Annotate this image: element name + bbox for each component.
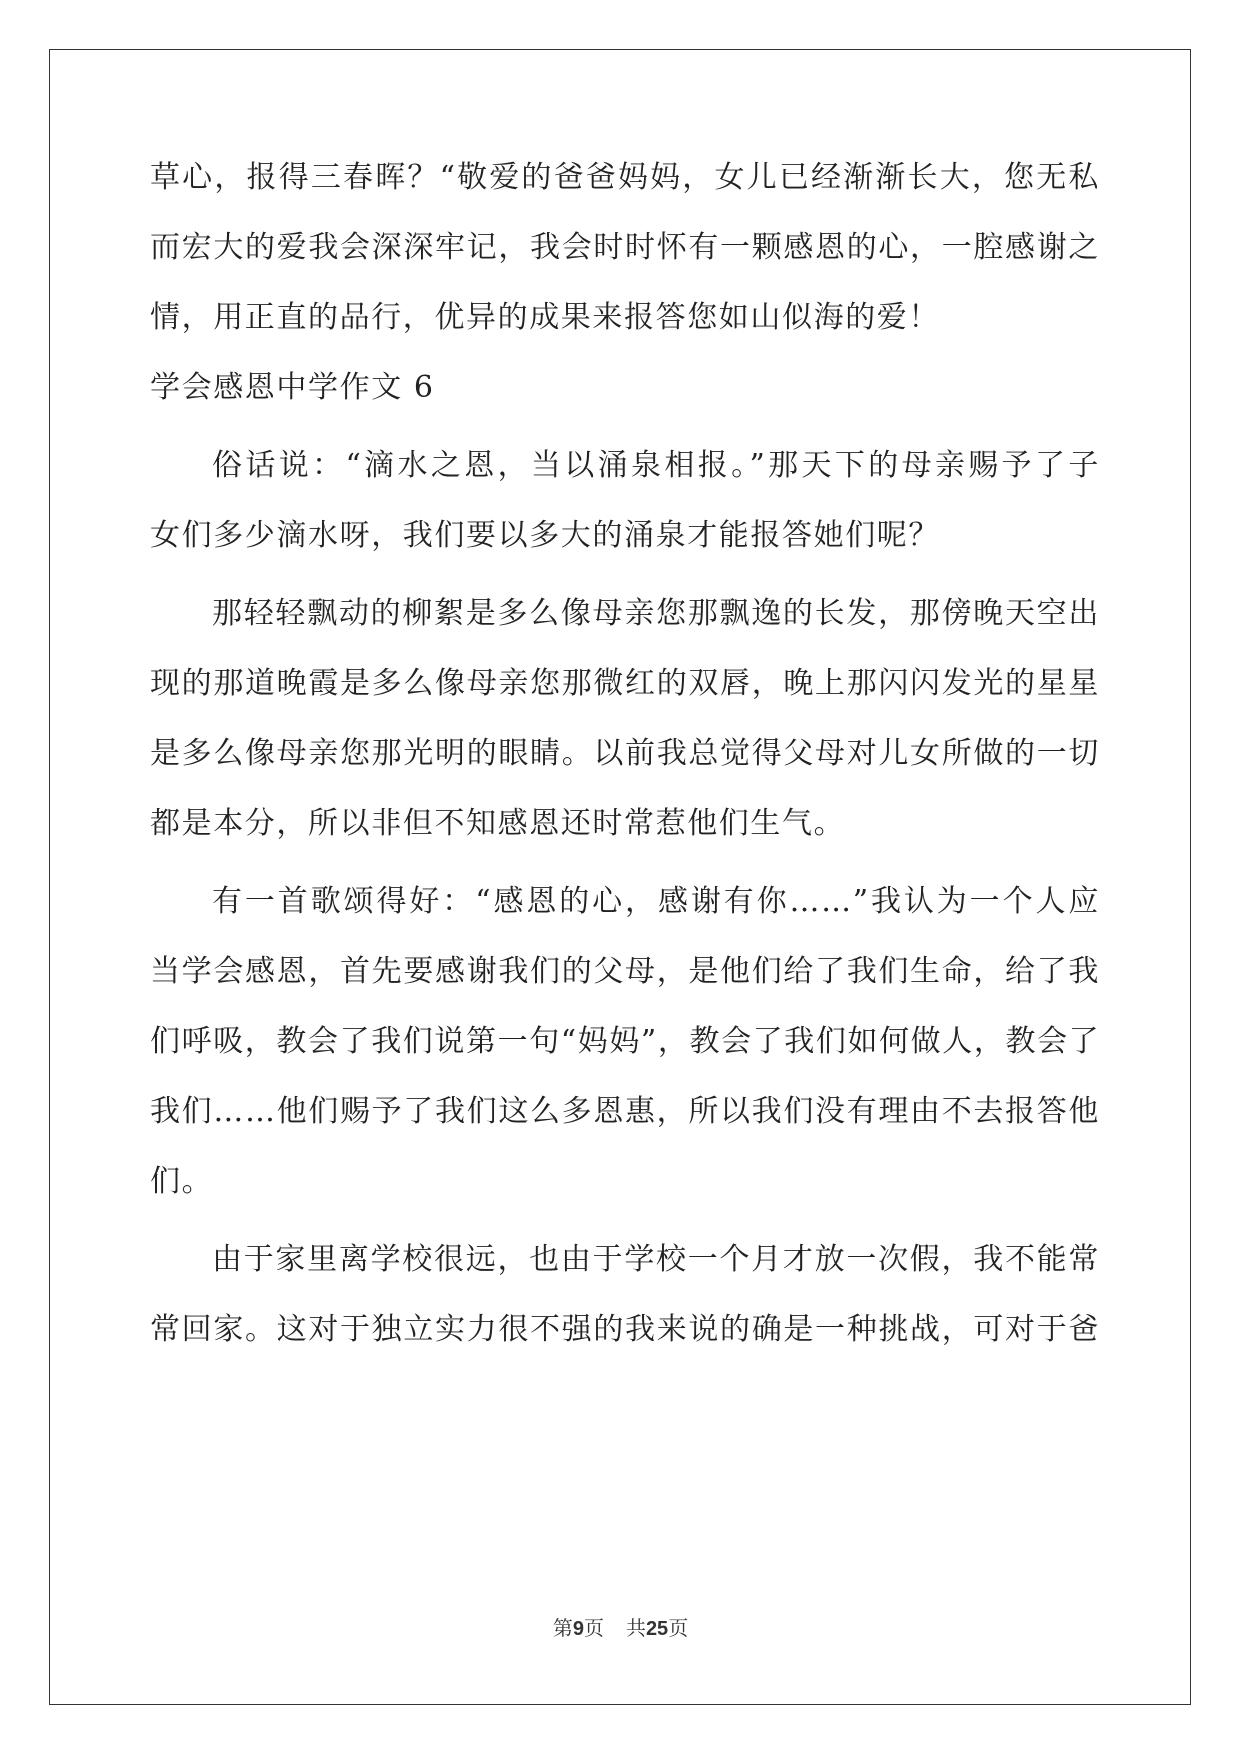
paragraph-line: 那轻轻飘动的柳絮是多么像母亲您那飘逸的长发，那傍晚天空出 [212, 596, 1100, 631]
paragraph-line: 都是本分，所以非但不知感恩还时常惹他们生气。 [150, 806, 846, 841]
paragraph-line: 我们……他们赐予了我们这么多恩惠，所以我们没有理由不去报答他 [150, 1094, 1100, 1129]
paragraph-line: 草心，报得三春晖？“敬爱的爸爸妈妈，女儿已经渐渐长大，您无私 [150, 160, 1100, 195]
total-pages: 25 [645, 1618, 669, 1640]
paragraph-line: 情，用正直的品行，优异的成果来报答您如山似海的爱！ [150, 300, 940, 335]
paragraph-line: 俗话说：“滴水之恩，当以涌泉相报。”那天下的母亲赐予了子 [212, 448, 1100, 483]
paragraph-line: 们呼吸，教会了我们说第一句“妈妈”，教会了我们如何做人，教会了 [150, 1024, 1101, 1059]
paragraph-line: 而宏大的爱我会深深牢记，我会时时怀有一颗感恩的心，一腔感谢之 [150, 230, 1100, 265]
footer-total-suffix: 页 [668, 1616, 689, 1640]
paragraph-line: 是多么像母亲您那光明的眼睛。以前我总觉得父母对儿女所做的一切 [150, 736, 1100, 771]
section-heading: 学会感恩中学作文 6 [150, 370, 435, 405]
footer-page-suffix: 页 [583, 1616, 604, 1640]
page-number: 9 [572, 1618, 584, 1640]
footer-total-prefix: 共 [625, 1616, 646, 1640]
page-footer [0, 1612, 1241, 1641]
paragraph-line: 有一首歌颂得好：“感恩的心，感谢有你……”我认为一个人应 [212, 884, 1100, 919]
paragraph-line: 女们多少滴水呀，我们要以多大的涌泉才能报答她们呢？ [150, 518, 940, 553]
paragraph-line: 当学会感恩，首先要感谢我们的父母，是他们给了我们生命，给了我 [150, 954, 1100, 989]
paragraph-line: 常回家。这对于独立实力很不强的我来说的确是一种挑战，可对于爸 [150, 1312, 1100, 1347]
paragraph-line: 由于家里离学校很远，也由于学校一个月才放一次假，我不能常 [212, 1242, 1100, 1277]
paragraph-line: 们。 [150, 1164, 214, 1199]
footer-prefix: 第 [552, 1616, 573, 1640]
paragraph-line: 现的那道晚霞是多么像母亲您那微红的双唇，晚上那闪闪发光的星星 [150, 666, 1100, 701]
